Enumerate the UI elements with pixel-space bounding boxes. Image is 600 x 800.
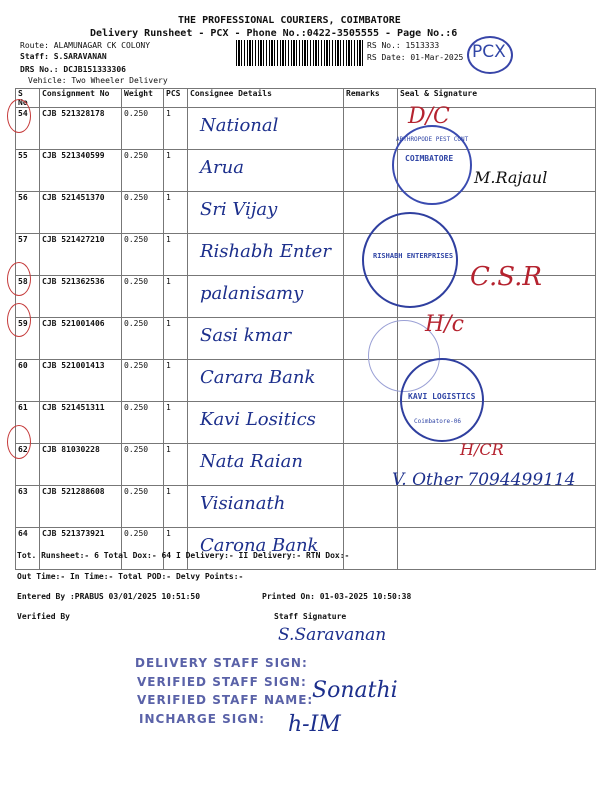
- table-row: [16, 486, 596, 528]
- cell-consignee: [188, 318, 344, 360]
- cell-weight: [122, 234, 164, 276]
- cell-consignment-text: CJB 521451311: [42, 403, 105, 412]
- incharge-signature: h-IM: [288, 712, 341, 737]
- cell-pcs: [164, 192, 188, 234]
- cell-seal: [398, 528, 596, 570]
- verified-signature: Sonathi: [312, 678, 398, 703]
- red-circle-mark: [7, 262, 31, 296]
- remark-55: M.Rajaul: [474, 168, 548, 187]
- cell-pcs: [164, 486, 188, 528]
- kavi-stamp-city: Coimbatore-06: [414, 418, 461, 425]
- cell-pcs: [164, 528, 188, 570]
- remark-62: H/CR: [460, 440, 504, 459]
- cell-weight-text: 0.250: [124, 529, 149, 538]
- cell-consignment-text: CJB 521001406: [42, 319, 105, 328]
- cell-consignee: [188, 528, 344, 570]
- cell-sno-text: 56: [18, 193, 28, 202]
- cell-remarks: [344, 444, 398, 486]
- barcode: [236, 40, 364, 66]
- cell-consignee: [188, 402, 344, 444]
- cell-pcs: [164, 108, 188, 150]
- cell-consignment-text: CJB 521288608: [42, 487, 105, 496]
- remark-58: C.S.R: [470, 262, 542, 292]
- cell-weight: [122, 402, 164, 444]
- column-header: Consignment No: [40, 89, 122, 108]
- cell-weight: [122, 528, 164, 570]
- cell-sno-text: 59: [18, 319, 28, 328]
- cell-consignee: [188, 234, 344, 276]
- cell-weight-text: 0.250: [124, 361, 149, 370]
- cell-pcs-text: 1: [166, 319, 171, 328]
- cell-sno: [16, 486, 40, 528]
- delivery-staff-sign-label: DELIVERY STAFF SIGN:: [135, 656, 308, 670]
- red-circle-mark: [7, 303, 31, 337]
- rs-number: RS No.: 1513333: [367, 41, 440, 50]
- times-line: Out Time:- In Time:- Total POD:- Delvy Points:-: [17, 572, 244, 581]
- cell-consignment: [40, 402, 122, 444]
- cell-weight: [122, 360, 164, 402]
- cell-pcs-text: 1: [166, 235, 171, 244]
- runsheet-subtitle: Delivery Runsheet - PCX - Phone No.:0422-3505555 - Page No.:6: [90, 28, 458, 39]
- cell-weight: [122, 276, 164, 318]
- pcx-stamp: PCX: [472, 42, 506, 62]
- cell-remarks: [344, 150, 398, 192]
- cell-sno-text: 63: [18, 487, 28, 496]
- cell-sno-text: 61: [18, 403, 28, 412]
- cell-consignment-text: CJB 521373921: [42, 529, 105, 538]
- cell-remarks: [344, 528, 398, 570]
- cell-consignee-text: palanisamy: [200, 283, 304, 304]
- cell-pcs: [164, 150, 188, 192]
- cell-sno-text: 57: [18, 235, 28, 244]
- cell-sno: [16, 528, 40, 570]
- cell-seal: [398, 486, 596, 528]
- verified-staff-sign-label: VERIFIED STAFF SIGN:: [137, 675, 307, 689]
- cell-weight: [122, 108, 164, 150]
- company-title: THE PROFESSIONAL COURIERS, COIMBATORE: [178, 15, 401, 26]
- cell-consignee: [188, 150, 344, 192]
- cell-consignee-text: Rishabh Enter: [200, 241, 331, 262]
- column-header: Consignee Details: [188, 89, 344, 108]
- cell-consignee: [188, 360, 344, 402]
- remark-59: H/c: [425, 312, 464, 337]
- table-row: [16, 528, 596, 570]
- cell-pcs: [164, 444, 188, 486]
- kavi-stamp-name: KAVI LOGISTICS: [408, 392, 476, 401]
- cell-weight: [122, 444, 164, 486]
- cell-consignee-text: Carona Bank: [200, 535, 319, 556]
- cell-pcs-text: 1: [166, 193, 171, 202]
- cell-consignee-text: Nata Raian: [200, 451, 303, 472]
- column-header: S No: [16, 89, 40, 108]
- cell-consignee-text: Arua: [200, 157, 244, 178]
- cell-pcs-text: 1: [166, 109, 171, 118]
- cell-consignment: [40, 276, 122, 318]
- cell-consignment: [40, 108, 122, 150]
- cell-consignment-text: CJB 521328178: [42, 109, 105, 118]
- cell-remarks: [344, 108, 398, 150]
- cell-pcs: [164, 360, 188, 402]
- cell-sno-text: 58: [18, 277, 28, 286]
- cell-weight-text: 0.250: [124, 445, 149, 454]
- column-header: Seal & Signature: [398, 89, 596, 108]
- staff-signature: S.Saravanan: [278, 625, 387, 645]
- cell-pcs: [164, 318, 188, 360]
- cell-pcs-text: 1: [166, 151, 171, 160]
- cell-consignee-text: Carara Bank: [200, 367, 316, 388]
- staff-signature-label: Staff Signature: [274, 612, 347, 621]
- cell-consignee: [188, 486, 344, 528]
- cell-pcs: [164, 276, 188, 318]
- cell-pcs: [164, 234, 188, 276]
- table-row: [16, 318, 596, 360]
- cell-sno-text: 64: [18, 529, 28, 538]
- cell-consignment-text: CJB 521362536: [42, 277, 105, 286]
- cell-consignment: [40, 360, 122, 402]
- cell-consignee-text: Sri Vijay: [200, 199, 278, 220]
- cell-consignment-text: CJB 81030228: [42, 445, 100, 454]
- drs-label: DRS No.: DCJB151333306: [20, 65, 126, 74]
- cell-weight-text: 0.250: [124, 403, 149, 412]
- cell-weight-text: 0.250: [124, 487, 149, 496]
- cell-pcs-text: 1: [166, 403, 171, 412]
- cell-remarks: [344, 402, 398, 444]
- cell-sno-text: 55: [18, 151, 28, 160]
- cell-sno: [16, 360, 40, 402]
- cell-consignee: [188, 276, 344, 318]
- cell-consignee: [188, 192, 344, 234]
- cell-pcs: [164, 402, 188, 444]
- cell-weight: [122, 192, 164, 234]
- cell-consignment: [40, 150, 122, 192]
- cell-weight: [122, 486, 164, 528]
- vehicle-label: Vehicle: Two Wheeler Delivery: [28, 76, 168, 85]
- cell-sno-text: 62: [18, 445, 28, 454]
- remark-54: D/C: [408, 104, 450, 129]
- cell-consignment: [40, 528, 122, 570]
- cell-consignee-text: Sasi kmar: [200, 325, 292, 346]
- cell-consignee: [188, 444, 344, 486]
- cell-weight-text: 0.250: [124, 319, 149, 328]
- cell-sno-text: 60: [18, 361, 28, 370]
- runsheet-table: [15, 88, 596, 570]
- cell-consignee-text: National: [200, 115, 279, 136]
- totals-line: Tot. Runsheet:- 6 Total Dox:- 64 I Delivery:- II Delivery:- RTN Dox:-: [17, 551, 350, 560]
- cell-consignment-text: CJB 521451370: [42, 193, 105, 202]
- incharge-sign-label: INCHARGE SIGN:: [139, 712, 265, 726]
- cell-weight-text: 0.250: [124, 151, 149, 160]
- cell-weight-text: 0.250: [124, 235, 149, 244]
- cell-remarks: [344, 486, 398, 528]
- cell-weight: [122, 150, 164, 192]
- column-header: PCS: [164, 89, 188, 108]
- table-row: [16, 402, 596, 444]
- cell-consignment: [40, 234, 122, 276]
- cell-weight-text: 0.250: [124, 193, 149, 202]
- rishabh-stamp: [362, 212, 458, 308]
- cell-consignment: [40, 486, 122, 528]
- cell-weight: [122, 318, 164, 360]
- table-row: [16, 360, 596, 402]
- cell-consignee: [188, 108, 344, 150]
- cell-weight-text: 0.250: [124, 109, 149, 118]
- cell-consignment: [40, 318, 122, 360]
- verified-by-label: Verified By: [17, 612, 70, 621]
- cell-consignment: [40, 444, 122, 486]
- cell-consignee-text: Visianath: [200, 493, 286, 514]
- cell-consignment-text: CJB 521340599: [42, 151, 105, 160]
- cell-sno-text: 54: [18, 109, 28, 118]
- cell-sno: [16, 150, 40, 192]
- red-circle-mark: [7, 99, 31, 133]
- cell-consignee-text: Kavi Lositics: [200, 409, 316, 430]
- verified-staff-name-label: VERIFIED STAFF NAME:: [137, 693, 314, 707]
- entered-by: Entered By :PRABUS 03/01/2025 10:51:50: [17, 592, 201, 601]
- arthropode-stamp-name: ARTHROPODE PEST CONT: [396, 136, 469, 143]
- rs-date: RS Date: 01-Mar-2025: [367, 53, 464, 62]
- cell-weight-text: 0.250: [124, 277, 149, 286]
- cell-consignment-text: CJB 521001413: [42, 361, 105, 370]
- arthropode-stamp-city: COIMBATORE: [405, 154, 454, 163]
- column-header: Weight: [122, 89, 164, 108]
- staff-label: Staff: S.SARAVANAN: [20, 52, 107, 61]
- cell-pcs-text: 1: [166, 277, 171, 286]
- cell-sno: [16, 192, 40, 234]
- table-header-row: [16, 89, 596, 108]
- table-row: [16, 108, 596, 150]
- route-label: Route: ALAMUNAGAR CK COLONY: [20, 41, 151, 50]
- cell-consignment: [40, 192, 122, 234]
- cell-pcs-text: 1: [166, 445, 171, 454]
- cell-pcs-text: 1: [166, 361, 171, 370]
- cell-consignment-text: CJB 521427210: [42, 235, 105, 244]
- remark-63: V. Other 7094499114: [392, 470, 576, 490]
- rishabh-stamp-name: RISHABH ENTERPRISES: [373, 252, 454, 260]
- cell-pcs-text: 1: [166, 529, 171, 538]
- printed-on: Printed On: 01-03-2025 10:50:38: [262, 592, 412, 601]
- red-circle-mark: [7, 425, 31, 459]
- table-row: [16, 192, 596, 234]
- column-header: Remarks: [344, 89, 398, 108]
- cell-pcs-text: 1: [166, 487, 171, 496]
